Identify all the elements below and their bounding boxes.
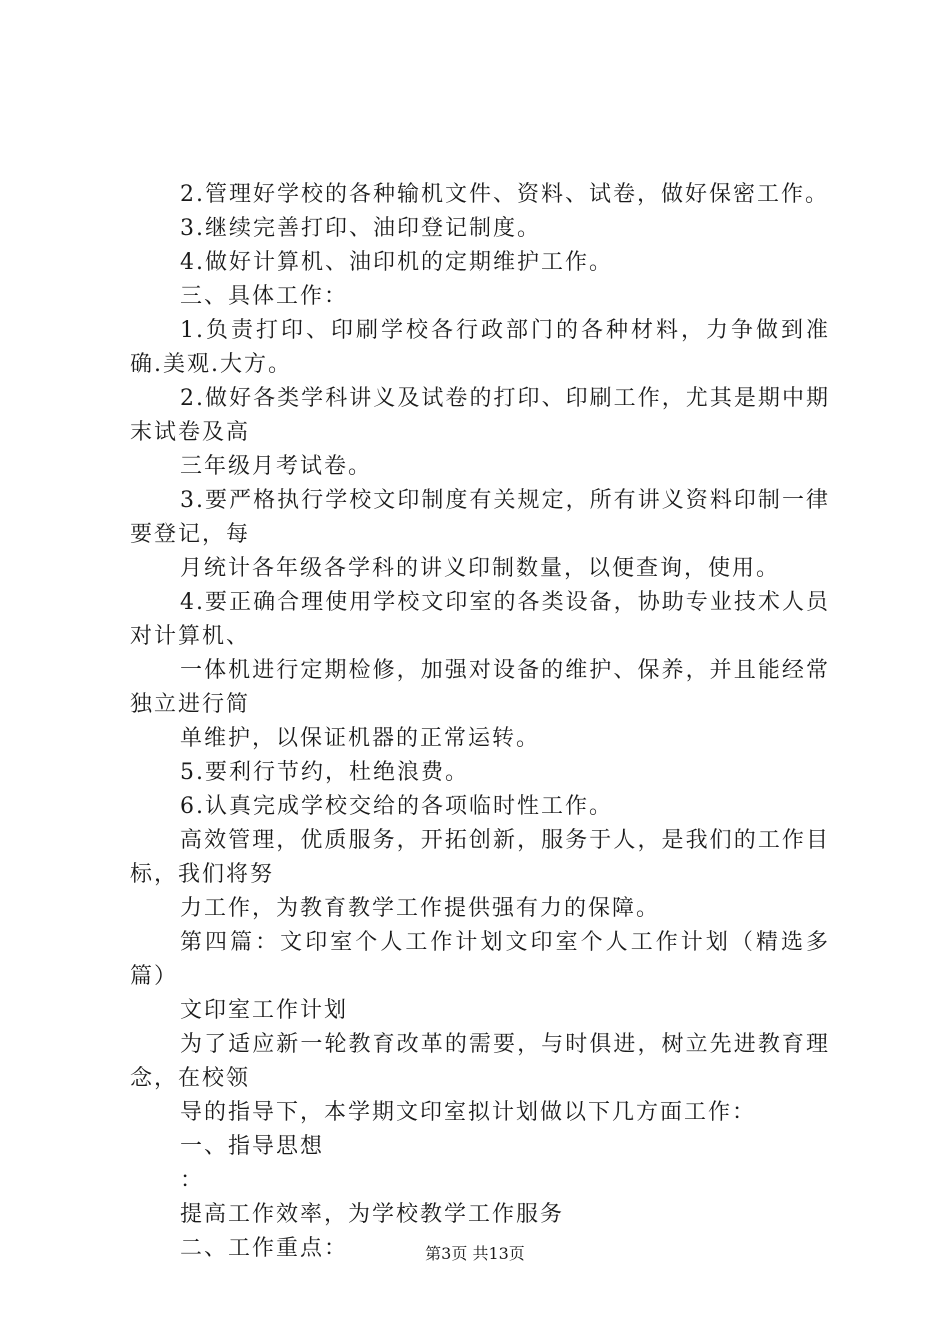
- paragraph: 5.要利行节约，杜绝浪费。: [180, 760, 469, 785]
- paragraph: 6.认真完成学校交给的各项临时性工作。: [180, 794, 613, 819]
- paragraph: 3.继续完善打印、油印登记制度。: [180, 216, 541, 241]
- paragraph: 导的指导下，本学期文印室拟计划做以下几方面工作：: [180, 1100, 757, 1125]
- paragraph: 月统计各年级各学科的讲义印制数量，以便查询，使用。: [180, 556, 781, 581]
- paragraph: 4.要正确合理使用学校文印室的各类设备，协助专业技术人员对计算机、: [130, 590, 830, 649]
- page-number-footer: 第3页 共13页: [425, 1244, 525, 1263]
- paragraph: 三年级月考试卷。: [180, 454, 373, 479]
- paragraph: 提高工作效率，为学校教学工作服务: [180, 1202, 565, 1227]
- paragraph: 一体机进行定期检修，加强对设备的维护、保养，并且能经常独立进行简: [130, 658, 830, 717]
- paragraph: 2.管理好学校的各种输机文件、资料、试卷，做好保密工作。: [180, 182, 829, 207]
- paragraph: 1.负责打印、印刷学校各行政部门的各种材料，力争做到准确.美观.大方。: [130, 318, 830, 377]
- document-body: [130, 178, 830, 1266]
- section-heading: 一、指导思想: [180, 1134, 325, 1159]
- section-heading: 二、工作重点：: [180, 1236, 349, 1261]
- paragraph: 3.要严格执行学校文印制度有关规定，所有讲义资料印制一律要登记，每: [130, 488, 830, 547]
- section-heading: 三、具体工作：: [180, 284, 349, 309]
- paragraph: 4.做好计算机、油印机的定期维护工作。: [180, 250, 613, 275]
- article-title: 第四篇：文印室个人工作计划文印室个人工作计划（精选多篇）: [130, 930, 830, 989]
- paragraph: 高效管理，优质服务，开拓创新，服务于人，是我们的工作目标，我们将努: [130, 828, 830, 887]
- paragraph: 为了适应新一轮教育改革的需要，与时俱进，树立先进教育理念，在校领: [130, 1032, 830, 1091]
- paragraph: 2.做好各类学科讲义及试卷的打印、印刷工作，尤其是期中期末试卷及高: [130, 386, 830, 445]
- paragraph: 单维护，以保证机器的正常运转。: [180, 726, 541, 751]
- paragraph: ：: [180, 1168, 205, 1193]
- subtitle: 文印室工作计划: [180, 998, 349, 1023]
- paragraph: 力工作，为教育教学工作提供强有力的保障。: [180, 896, 661, 921]
